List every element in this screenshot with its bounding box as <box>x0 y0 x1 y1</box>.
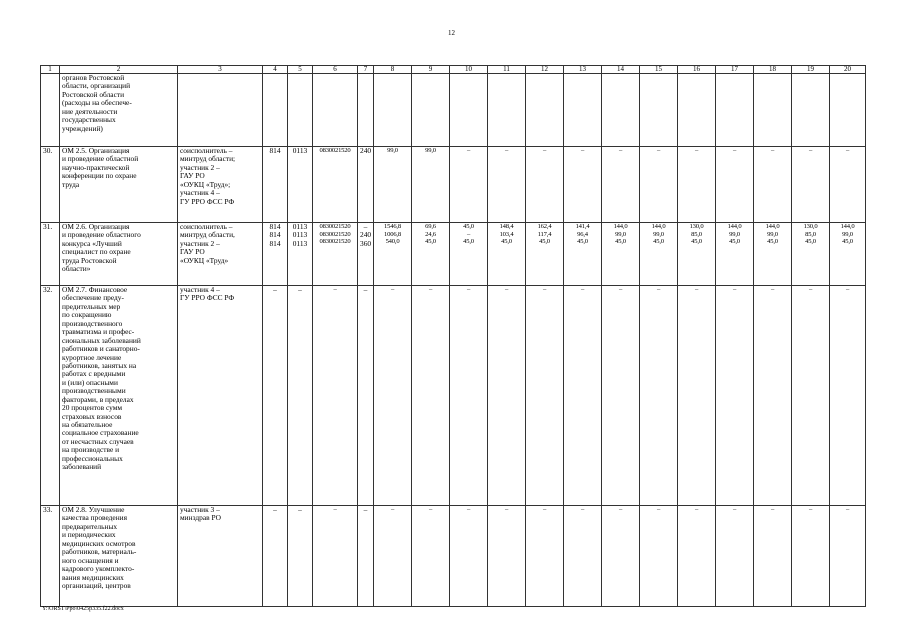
cell-line: 99,0 <box>653 230 664 238</box>
header-cell: 13 <box>564 66 602 74</box>
cell-line: – <box>580 147 585 154</box>
cell-line: 45,0 <box>805 238 816 246</box>
cell-line: и проведение областной <box>62 154 139 164</box>
cell-line: предительных мер <box>62 301 121 311</box>
header-cell: 10 <box>450 66 488 74</box>
cell-line: предварительных <box>62 521 118 531</box>
value-cell <box>526 506 564 607</box>
cell-line: 162,4 <box>537 223 552 230</box>
cell-line: заболеваний <box>62 462 102 472</box>
header-cell: 17 <box>716 66 754 74</box>
header-row <box>41 66 866 74</box>
cell-line: органов Ростовской <box>62 73 125 82</box>
cell-line: минтруд области, <box>180 230 235 240</box>
code-cell-c7 <box>358 286 374 506</box>
cell-line: ГАУ РО <box>180 247 205 257</box>
cell-line: – <box>694 147 699 154</box>
cell-line: – <box>694 506 699 513</box>
cell-line: 0830021520 <box>319 223 351 230</box>
cell-line: 45,0 <box>691 238 702 246</box>
cell-line: производственными <box>62 386 126 396</box>
value-cell <box>754 74 792 147</box>
cell-line: ние деятельности <box>62 106 118 116</box>
value-cell <box>564 74 602 147</box>
value-cell <box>754 506 792 607</box>
cell-line: работников, материаль- <box>62 547 137 557</box>
row-number: 32. <box>41 286 60 506</box>
cell-line: вания медицинских <box>62 572 124 582</box>
value-cell <box>602 74 640 147</box>
cell-line: 0113 <box>292 238 308 248</box>
cell-line: 96,4 <box>577 230 588 238</box>
cell-line: (расходы на обеспече- <box>62 98 132 108</box>
cell-line: учреждений) <box>62 123 103 133</box>
cell-line: – <box>808 506 813 513</box>
cell-line: – <box>845 147 850 154</box>
value-cell <box>526 147 564 223</box>
event-name <box>60 286 178 506</box>
code-cell-c6 <box>313 286 358 506</box>
cell-line: – <box>273 285 277 294</box>
code-cell-c7 <box>358 506 374 607</box>
value-cell <box>412 506 450 607</box>
cell-line: 141,4 <box>575 223 590 230</box>
cell-line: обеспечение преду- <box>62 293 124 303</box>
value-cell <box>716 286 754 506</box>
cell-line: 144,0 <box>765 223 780 230</box>
cell-line: 99,0 <box>615 230 626 238</box>
cell-line: участник 3 – <box>180 505 220 514</box>
value-cell <box>716 74 754 147</box>
value-cell <box>754 286 792 506</box>
value-cell <box>792 223 830 286</box>
footer-path: Y:\ORST\Ppo\0425p335.f22.docx <box>42 606 124 612</box>
value-cell <box>374 74 412 147</box>
cell-line: и периодических <box>62 530 116 540</box>
value-cell <box>412 147 450 223</box>
value-cell <box>526 223 564 286</box>
cell-line: 144,0 <box>727 223 742 230</box>
header-cell: 11 <box>488 66 526 74</box>
cell-line: – <box>656 506 661 513</box>
value-cell <box>754 147 792 223</box>
cell-line: 45,0 <box>842 238 853 246</box>
value-cell <box>716 223 754 286</box>
cell-line: – <box>333 506 337 513</box>
cell-line: 45,0 <box>653 238 664 246</box>
cell-line: ОМ 2.7. Финансовое <box>62 285 128 294</box>
cell-line: медицинских осмотров <box>62 538 136 548</box>
cell-line: 45,0 <box>539 238 550 246</box>
cell-line: 45,0 <box>463 223 474 230</box>
code-cell-c4 <box>263 223 288 286</box>
cell-line: 1546,8 <box>384 223 401 230</box>
value-cell <box>678 223 716 286</box>
value-cell <box>412 286 450 506</box>
value-cell <box>830 506 866 607</box>
value-cell <box>488 74 526 147</box>
value-cell <box>564 506 602 607</box>
value-cell <box>374 506 412 607</box>
value-cell <box>564 286 602 506</box>
cell-line: – <box>580 286 585 293</box>
header-cell: 8 <box>374 66 412 74</box>
value-cell <box>412 74 450 147</box>
cell-line: области» <box>62 264 91 274</box>
value-cell <box>716 147 754 223</box>
code-cell-c5 <box>288 223 313 286</box>
cell-line: 117,4 <box>537 230 552 238</box>
cell-line: по сокращению <box>62 310 112 320</box>
table-row <box>41 223 866 286</box>
cell-line: 99,0 <box>729 230 740 238</box>
value-cell <box>830 147 866 223</box>
value-cell <box>526 286 564 506</box>
cell-line: – <box>732 286 737 293</box>
event-name <box>60 147 178 223</box>
cell-line: профессиональных <box>62 453 123 463</box>
cell-line: «ОУКЦ «Труд» <box>180 255 229 265</box>
cell-line: работах с вредными <box>62 369 126 379</box>
value-cell <box>526 74 564 147</box>
cell-line: ного оснащения и <box>62 555 119 565</box>
header-cell: 9 <box>412 66 450 74</box>
value-cell <box>602 147 640 223</box>
cell-line: ГУ РРО ФСС РФ <box>180 196 235 206</box>
cell-line: – <box>390 506 395 513</box>
cell-line: 0113 <box>292 230 308 240</box>
cell-line: – <box>333 286 337 293</box>
cell-line: сиональных заболеваний <box>62 335 141 345</box>
cell-line: 69,6 <box>425 223 436 230</box>
cell-line: – <box>273 505 277 514</box>
cell-line: – <box>504 506 509 513</box>
code-cell-c4 <box>263 74 288 147</box>
value-cell <box>488 286 526 506</box>
code-cell-c5 <box>288 74 313 147</box>
cell-line: конкурса «Лучший <box>62 238 122 248</box>
executor <box>178 506 263 607</box>
cell-line: и проведение областного <box>62 230 141 240</box>
value-cell <box>754 223 792 286</box>
header-cell: 2 <box>60 66 178 74</box>
cell-line: 99,0 <box>425 147 436 154</box>
cell-line: – <box>580 506 585 513</box>
cell-line: – <box>618 286 623 293</box>
code-cell-c4 <box>263 506 288 607</box>
event-name <box>60 223 178 286</box>
cell-line: 1006,8 <box>384 230 401 238</box>
cell-line: 45,0 <box>615 238 626 246</box>
event-name <box>60 506 178 607</box>
table-row <box>41 286 866 506</box>
row-number: 30. <box>41 147 60 223</box>
cell-line: 144,0 <box>840 223 855 230</box>
value-cell <box>792 74 830 147</box>
code-cell-c6 <box>313 74 358 147</box>
cell-line: – <box>428 286 433 293</box>
cell-line: конференции по охране <box>62 171 137 181</box>
cell-line: – <box>298 285 302 294</box>
cell-line: 45,0 <box>501 238 512 246</box>
cell-line: ОМ 2.6. Организация <box>62 222 130 231</box>
cell-line: – <box>694 286 699 293</box>
value-cell <box>488 147 526 223</box>
cell-line: 814 <box>269 222 281 231</box>
table-row <box>41 74 866 147</box>
value-cell <box>678 147 716 223</box>
cell-line: 0830021520 <box>319 238 351 246</box>
code-cell-c4 <box>263 147 288 223</box>
value-cell <box>602 506 640 607</box>
cell-line: 45,0 <box>767 238 778 246</box>
cell-line: – <box>466 230 471 238</box>
cell-line: 85,0 <box>805 230 816 238</box>
cell-line: – <box>770 286 775 293</box>
header-cell: 14 <box>602 66 640 74</box>
value-cell <box>450 223 488 286</box>
code-cell-c5 <box>288 286 313 506</box>
code-cell-c6 <box>313 147 358 223</box>
cell-line: страховых взносов <box>62 411 122 421</box>
cell-line: – <box>466 147 471 154</box>
value-cell <box>374 223 412 286</box>
cell-line: – <box>363 222 368 231</box>
header-cell: 19 <box>792 66 830 74</box>
value-cell <box>564 147 602 223</box>
cell-line: – <box>466 506 471 513</box>
header-cell: 1 <box>41 66 60 74</box>
row-number: 31. <box>41 223 60 286</box>
executor <box>178 147 263 223</box>
cell-line: 99,0 <box>842 230 853 238</box>
cell-line: – <box>428 506 433 513</box>
cell-line: работников, занятых на <box>62 360 137 370</box>
cell-line: 45,0 <box>425 238 436 246</box>
cell-line: от несчастных случаев <box>62 436 134 446</box>
cell-line: – <box>298 505 302 514</box>
cell-line: участник 2 – <box>180 238 220 248</box>
code-cell-c6 <box>313 506 358 607</box>
cell-line: – <box>390 286 395 293</box>
cell-line: 240 <box>360 146 372 155</box>
header-cell: 12 <box>526 66 564 74</box>
executor <box>178 223 263 286</box>
value-cell <box>488 506 526 607</box>
cell-line: 99,0 <box>767 230 778 238</box>
value-cell <box>792 506 830 607</box>
value-cell <box>488 223 526 286</box>
cell-line: соисполнитель – <box>180 222 233 231</box>
cell-line: – <box>542 147 547 154</box>
value-cell <box>830 74 866 147</box>
header-cell: 4 <box>263 66 288 74</box>
value-cell <box>640 506 678 607</box>
cell-line: области, организаций <box>62 81 131 91</box>
cell-line: 814 <box>269 146 281 155</box>
cell-line: 240 <box>360 230 372 240</box>
value-cell <box>640 74 678 147</box>
value-cell <box>564 223 602 286</box>
cell-line: качества проведения <box>62 513 127 523</box>
executor <box>178 286 263 506</box>
cell-line: – <box>618 147 623 154</box>
cell-line: 360 <box>360 238 372 248</box>
cell-line: 45,0 <box>463 238 474 246</box>
cell-line: 45,0 <box>729 238 740 246</box>
cell-line: участник 2 – <box>180 162 220 172</box>
cell-line: кадрового укомплекто- <box>62 564 135 574</box>
cell-line: 20 процентов сумм <box>62 403 123 413</box>
cell-line: – <box>770 147 775 154</box>
cell-line: 45,0 <box>577 238 588 246</box>
cell-line: участник 4 – <box>180 285 220 294</box>
value-cell <box>640 286 678 506</box>
cell-line: 144,0 <box>613 223 628 230</box>
header-cell: 20 <box>830 66 866 74</box>
cell-line: – <box>363 505 368 514</box>
cell-line: 0113 <box>292 222 308 231</box>
value-cell <box>716 506 754 607</box>
table-row <box>41 506 866 607</box>
header-cell: 16 <box>678 66 716 74</box>
cell-line: – <box>845 286 850 293</box>
cell-line: – <box>656 147 661 154</box>
code-cell-c5 <box>288 506 313 607</box>
cell-line: – <box>808 286 813 293</box>
value-cell <box>374 286 412 506</box>
budget-table <box>40 65 866 607</box>
cell-line: 540,0 <box>385 238 400 246</box>
cell-line: специалист по охране <box>62 247 131 257</box>
code-cell-c7 <box>358 147 374 223</box>
value-cell <box>450 506 488 607</box>
cell-line: производственного <box>62 318 123 328</box>
cell-line: 148,4 <box>499 223 514 230</box>
header-cell: 7 <box>358 66 374 74</box>
header-cell: 6 <box>313 66 358 74</box>
cell-line: минздрав РО <box>180 513 221 523</box>
cell-line: 814 <box>269 230 281 240</box>
value-cell <box>602 223 640 286</box>
cell-line: – <box>808 147 813 154</box>
cell-line: ОМ 2.5. Организация <box>62 146 130 155</box>
row-number <box>41 74 60 147</box>
value-cell <box>792 286 830 506</box>
cell-line: – <box>542 286 547 293</box>
cell-line: ГУ РРО ФСС РФ <box>180 293 235 303</box>
value-cell <box>830 223 866 286</box>
cell-line: «ОУКЦ «Труд»; <box>180 179 231 189</box>
cell-line: на производстве и <box>62 445 120 455</box>
cell-line: 85,0 <box>691 230 702 238</box>
header-cell: 5 <box>288 66 313 74</box>
cell-line: курортное лечение <box>62 352 122 362</box>
header-cell: 15 <box>640 66 678 74</box>
cell-line: 144,0 <box>651 223 666 230</box>
value-cell <box>640 147 678 223</box>
cell-line: 99,0 <box>387 147 398 154</box>
value-cell <box>450 286 488 506</box>
cell-line: ОМ 2.8. Улучшение <box>62 505 125 514</box>
cell-line: 0830021520 <box>319 147 351 154</box>
code-cell-c7 <box>358 74 374 147</box>
value-cell <box>678 74 716 147</box>
row-number: 33. <box>41 506 60 607</box>
cell-line: 814 <box>269 238 281 248</box>
header-cell: 18 <box>754 66 792 74</box>
cell-line: государственных <box>62 115 116 125</box>
page-number: 12 <box>448 29 455 37</box>
cell-line: труда <box>62 179 80 189</box>
value-cell <box>830 286 866 506</box>
value-cell <box>602 286 640 506</box>
value-cell <box>374 147 412 223</box>
code-cell-c7 <box>358 223 374 286</box>
code-cell-c4 <box>263 286 288 506</box>
executor <box>178 74 263 147</box>
cell-line: факторами, в пределах <box>62 394 134 404</box>
cell-line: – <box>466 286 471 293</box>
cell-line: социальное страхование <box>62 428 139 438</box>
value-cell <box>412 223 450 286</box>
cell-line: – <box>845 506 850 513</box>
cell-line: – <box>363 285 368 294</box>
cell-line: 130,0 <box>803 223 818 230</box>
cell-line: соисполнитель – <box>180 146 233 155</box>
value-cell <box>792 147 830 223</box>
cell-line: – <box>732 147 737 154</box>
cell-line: научно-практической <box>62 162 130 172</box>
cell-line: – <box>542 506 547 513</box>
cell-line: труда Ростовской <box>62 255 117 265</box>
cell-line: минтруд области; <box>180 154 236 164</box>
value-cell <box>678 286 716 506</box>
cell-line: – <box>504 286 509 293</box>
cell-line: – <box>618 506 623 513</box>
cell-line: на обязательное <box>62 420 113 429</box>
value-cell <box>450 74 488 147</box>
cell-line: 130,0 <box>689 223 704 230</box>
cell-line: травматизма и профес- <box>62 327 135 337</box>
value-cell <box>450 147 488 223</box>
cell-line: ГАУ РО <box>180 171 205 181</box>
value-cell <box>640 223 678 286</box>
cell-line: 103,4 <box>499 230 514 238</box>
cell-line: организаций, центров <box>62 580 131 590</box>
code-cell-c6 <box>313 223 358 286</box>
cell-line: – <box>732 506 737 513</box>
cell-line: – <box>770 506 775 513</box>
cell-line: 24,6 <box>425 230 436 238</box>
cell-line: участник 4 – <box>180 188 220 198</box>
code-cell-c5 <box>288 147 313 223</box>
header-cell: 3 <box>178 66 263 74</box>
cell-line: – <box>504 147 509 154</box>
value-cell <box>678 506 716 607</box>
cell-line: 0113 <box>292 146 308 155</box>
event-name <box>60 74 178 147</box>
cell-line: работников и санаторно- <box>62 344 140 354</box>
cell-line: – <box>656 286 661 293</box>
cell-line: Ростовской области <box>62 89 125 99</box>
cell-line: 0830021520 <box>319 230 351 238</box>
cell-line: и (или) опасными <box>62 377 118 387</box>
table-row <box>41 147 866 223</box>
